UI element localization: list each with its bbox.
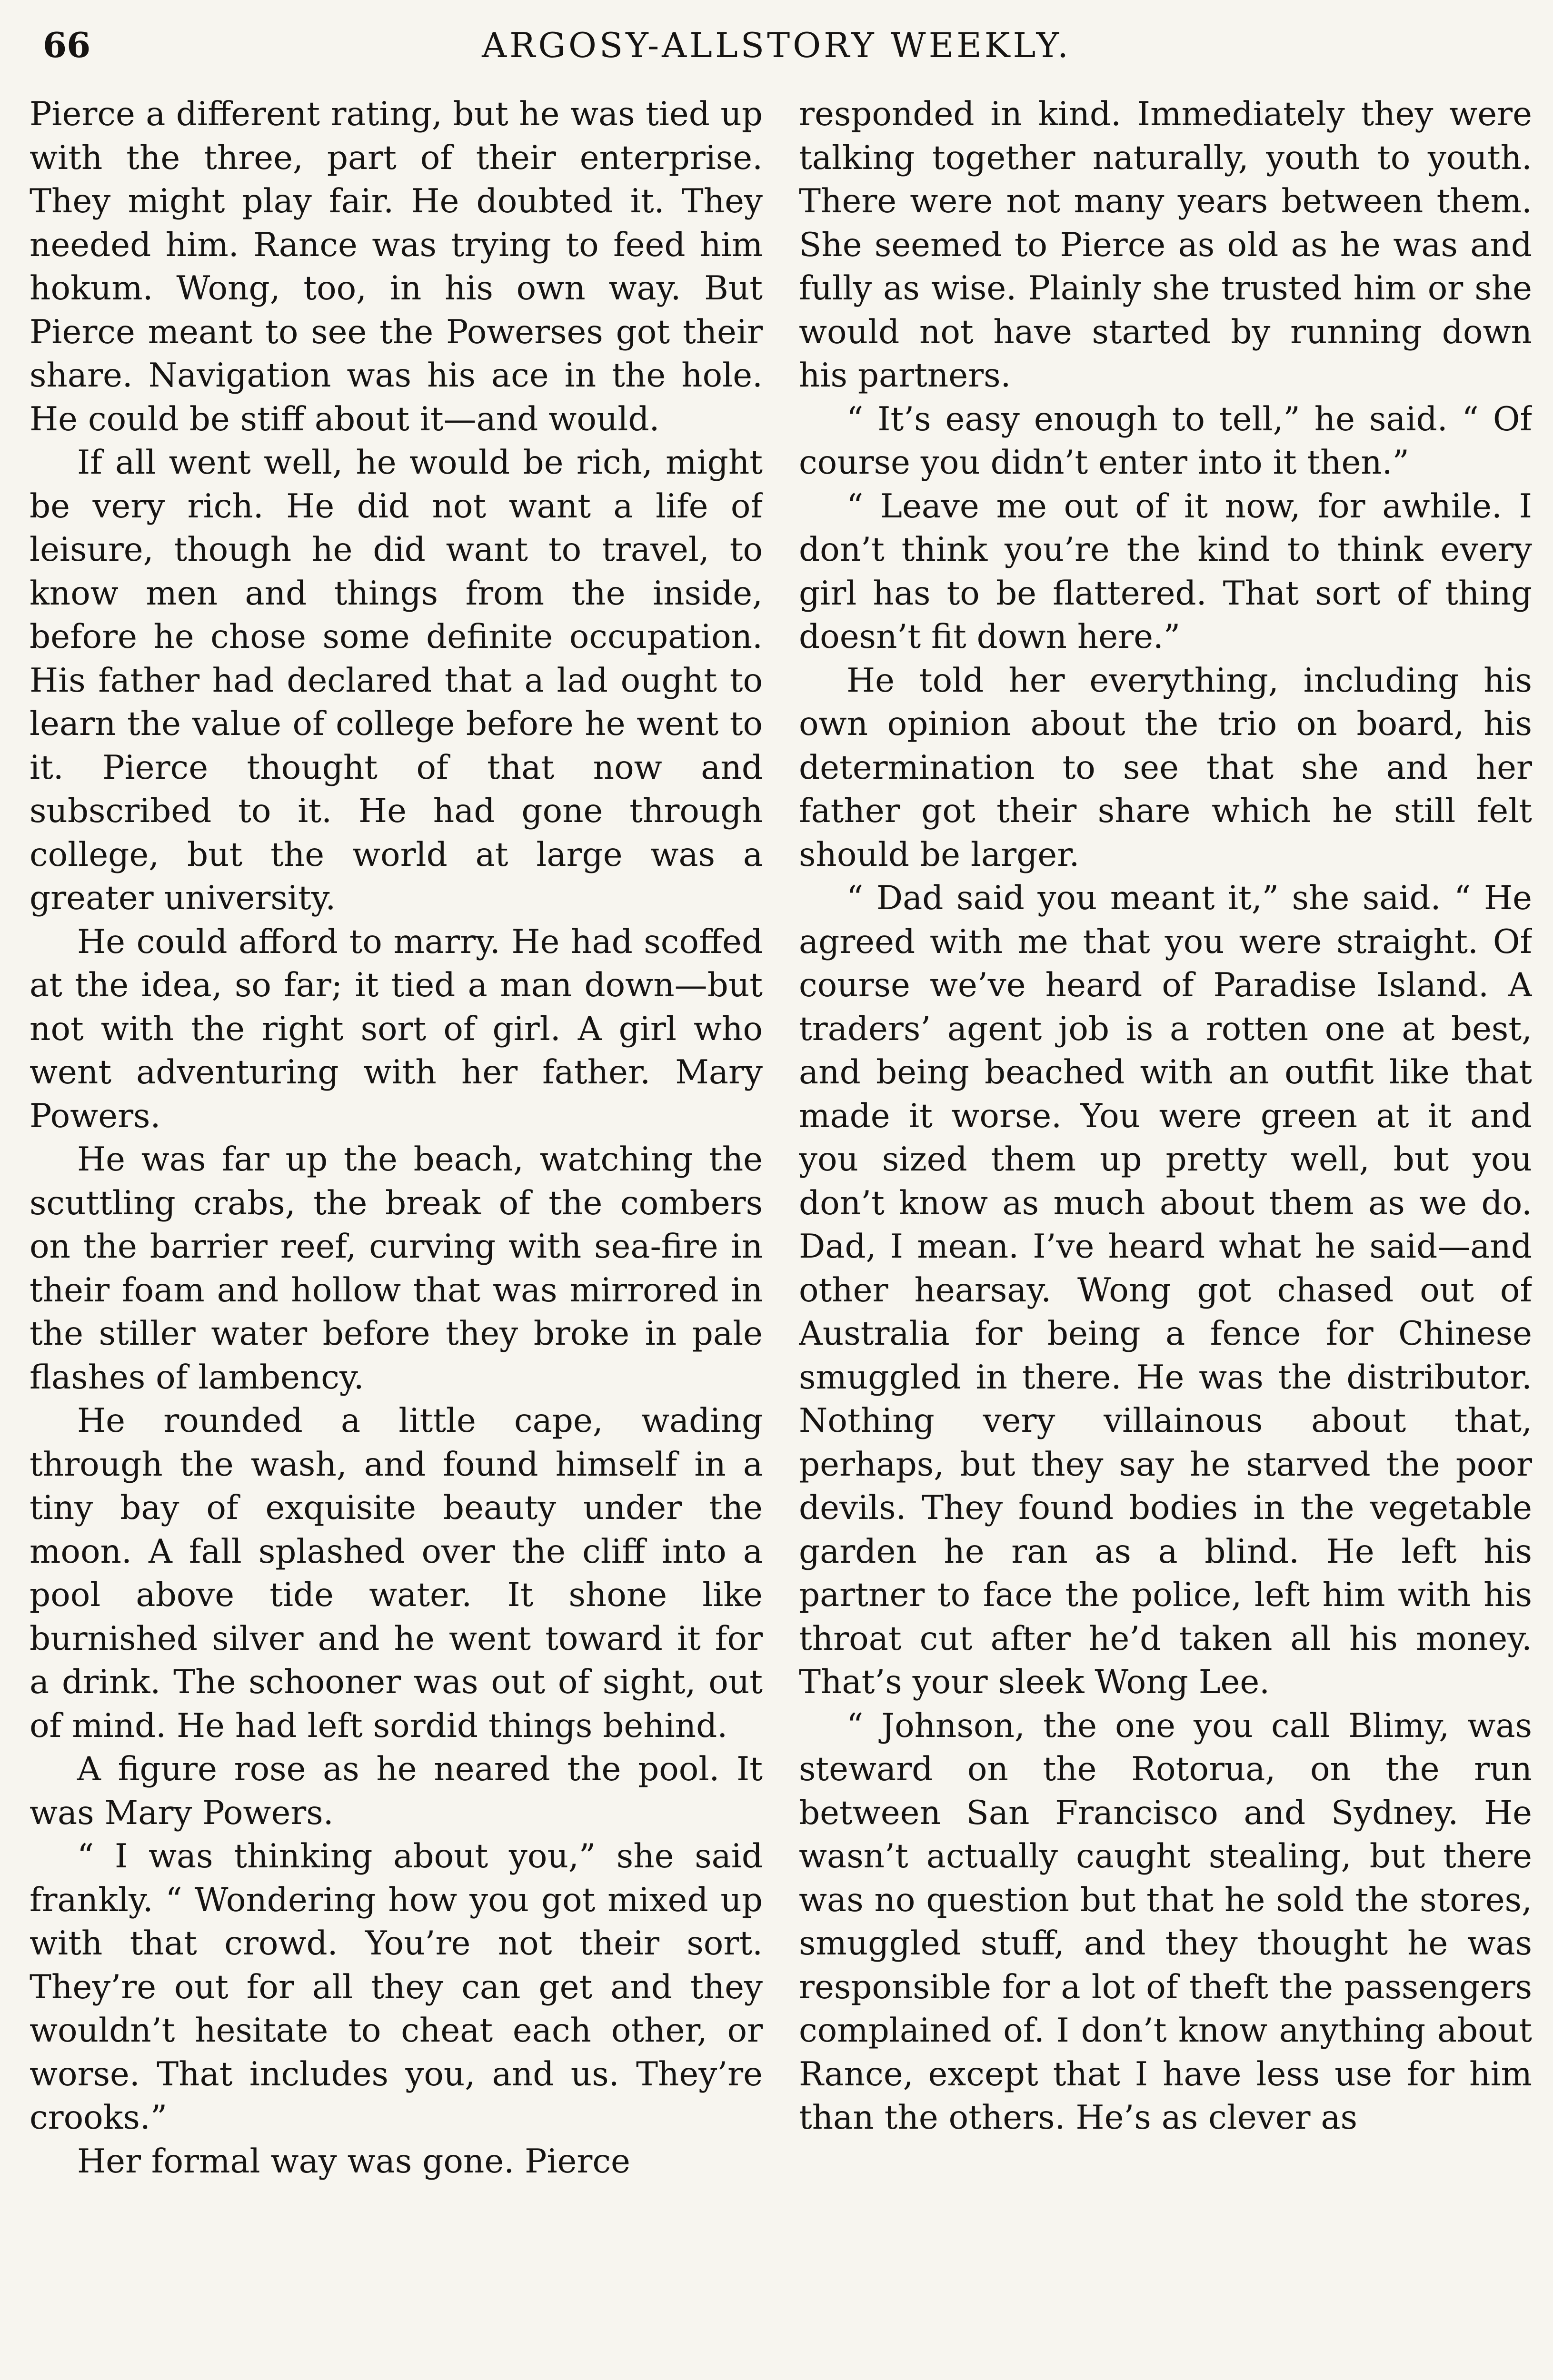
paragraph: He told her everything, including his own opinion about the trio on board, his determination to see that she and her father got their share which he still felt should be larger.	[799, 661, 1532, 874]
paragraph: “ Johnson, the one you call Blimy, was steward on the Rotorua, on the run between San Francisco and Sydney. He wasn’t actually caught stealing, but there was no question but that he sold the stores, smuggled stuff, and they thought he was responsible for a lot of theft the passengers complained of. I don’t know anything about Rance, except that I have less use for him than the others. He’s as clever as	[799, 1706, 1532, 2137]
magazine-title: ARGOSY-ALLSTORY WEEKLY.	[482, 25, 1071, 65]
paragraph: A figure rose as he neared the pool. It was Mary Powers.	[30, 1750, 763, 1832]
paragraph: He could afford to marry. He had scoffed at the idea, so far; it tied a man down—but not with the right sort of girl. A girl who went adventuring with her father. Mary Powers.	[30, 922, 763, 1135]
paragraph: Her formal way was gone. Pierce	[77, 2142, 630, 2181]
paragraph: He was far up the beach, watching the scuttling crabs, the break of the combers on the barrier reef, curving with sea-fire in their foam and hollow that was mirrored in the stiller water before they broke in pale flashes of lambency.	[30, 1140, 763, 1397]
left-column	[30, 93, 763, 2380]
paragraph: “ Leave me out of it now, for awhile. I don’t think you’re the kind to think every girl has to be flattered. That sort of thing doesn’t fit down here.”	[799, 487, 1532, 656]
right-column	[799, 93, 1532, 2380]
paragraph: responded in kind. Immediately they were talking together naturally, youth to youth. There were not many years between them. She seemed to Pierce as old as he was and fully as wise. Plainly she trusted him or she would not have started by running down his partners.	[799, 95, 1532, 395]
paragraph: “ Dad said you meant it,” she said. “ He agreed with me that you were straight. Of course we’ve heard of Paradise Island. A traders’ agent job is a rotten one at best, and being beached with an outfit like that made it worse. You were green at it and you sized them up pretty well, but you don’t know as much about them as we do. Dad, I mean. I’ve heard what he said—and other hearsay. Wong got chased out of Australia for being a fence for Chinese smuggled in there. He was the distributor. Nothing very villainous about that, perhaps, but they say he starved the poor devils. They found bodies in the vegetable garden he ran as a blind. He left his partner to face the police, left him with his throat cut after he’d taken all his money. That’s your sleek Wong Lee.	[799, 879, 1532, 1701]
paragraph: Pierce a different rating, but he was tied up with the three, part of their enterprise. They might play fair. He doubted it. They needed him. Rance was trying to feed him hokum. Wong, too, in his own way. But Pierce meant to see the Powerses got their share. Navigation was his ace in the hole. He could be stiff about it—and would.	[30, 95, 763, 438]
paragraph: He rounded a little cape, wading through the wash, and found himself in a tiny bay of exquisite beauty under the moon. A fall splashed over the cliff into a pool above tide water. It shone like burnished silver and he went toward it for a drink. The schooner was out of sight, out of mind. He had left sordid things behind.	[30, 1402, 763, 1745]
paragraph: “ I was thinking about you,” she said frankly. “ Wondering how you got mixed up with that crowd. You’re not their sort. They’re out for all they can get and they wouldn’t hesitate to cheat each other, or worse. That includes you, and us. They’re crooks.”	[30, 1837, 763, 2137]
paragraph: If all went well, he would be rich, might be very rich. He did not want a life of leisure, though he did want to travel, to know men and things from the inside, before he chose some definite occupation. His father had declared that a lad ought to learn the value of college before he went to it. Pierce thought of that now and subscribed to it. He had gone through college, but the world at large was a greater university.	[30, 444, 763, 917]
paragraph: “ It’s easy enough to tell,” he said. “ Of course you didn’t enter into it then.”	[799, 400, 1532, 482]
page-number: 66	[43, 25, 91, 65]
page-header	[29, 14, 1524, 76]
